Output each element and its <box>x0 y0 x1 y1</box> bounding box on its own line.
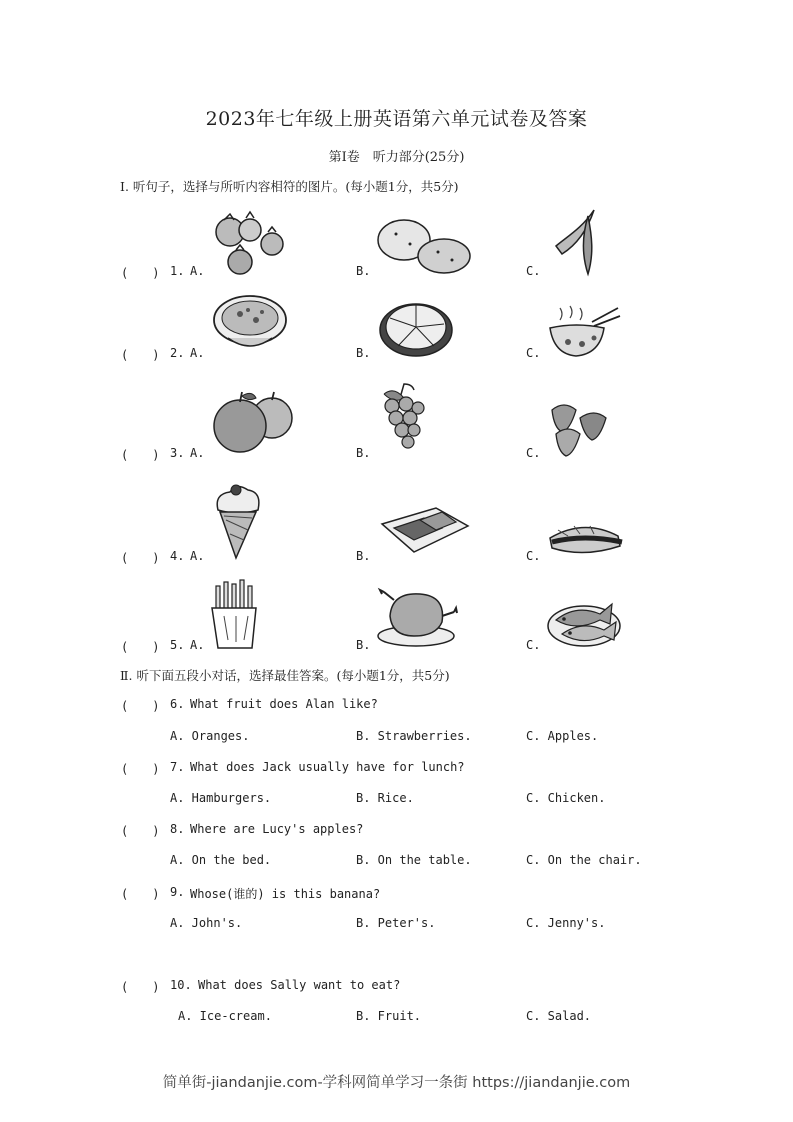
option-label-c: C. <box>526 264 541 278</box>
question-number-9: 9. <box>170 885 185 899</box>
apples-icon <box>212 390 294 454</box>
option-label-c: C. <box>526 549 541 563</box>
option-a: A. Ice-cream. <box>178 1009 272 1023</box>
fish-plate-icon <box>546 592 622 650</box>
roast-chicken-icon <box>376 586 458 648</box>
section-1-heading: Ⅰ. 听句子，选择与所听内容相符的图片。(每小题1分，共5分) <box>120 179 459 194</box>
answer-paren-5: ( ) <box>121 640 160 654</box>
option-c: C. Jenny's. <box>526 916 606 930</box>
option-c: C. Salad. <box>526 1009 592 1023</box>
section-2-heading: Ⅱ. 听下面五段小对话，选择最佳答案。(每小题1分，共5分) <box>120 668 450 683</box>
option-label-b: B. <box>356 264 371 278</box>
option-a: A. On the bed. <box>170 853 272 867</box>
option-label-b: B. <box>356 638 371 652</box>
question-text-7: What does Jack usually have for lunch? <box>190 760 465 774</box>
option-b: B. Peter's. <box>356 916 436 930</box>
question-text-8: Where are Lucy's apples? <box>190 822 364 836</box>
option-label-b: B. <box>356 549 371 563</box>
question-number-7: 7. <box>170 760 185 774</box>
part-subtitle: 第Ⅰ卷 听力部分(25分) <box>328 150 465 165</box>
question-text-9: Whose(谁的) is this banana? <box>190 887 381 901</box>
answer-paren-4: ( ) <box>121 551 160 565</box>
option-b: B. Strawberries. <box>356 729 472 743</box>
option-b: B. Rice. <box>356 791 414 805</box>
option-b: B. Fruit. <box>356 1009 422 1023</box>
answer-paren-7: ( ) <box>121 762 160 776</box>
footer-watermark: 简单街-jiandanjie.com-学科网简单学习一条街 https://jiandanjie.com <box>162 1075 631 1091</box>
option-label-a: A. <box>190 549 205 563</box>
option-a: A. Hamburgers. <box>170 791 272 805</box>
question-text-10: What does Sally want to eat? <box>198 978 401 992</box>
question-number-10: 10. <box>170 978 192 992</box>
answer-paren-2: ( ) <box>121 348 160 362</box>
salad-bowl-icon <box>210 290 290 354</box>
answer-paren-3: ( ) <box>121 448 160 462</box>
hot-dog-icon <box>548 522 624 558</box>
option-label-c: C. <box>526 446 541 460</box>
strawberries-icon <box>548 400 610 458</box>
answer-paren-1: ( ) <box>121 266 160 280</box>
page-title: 2023年七年级上册英语第六单元试卷及答案 <box>205 108 588 130</box>
answer-paren-9: ( ) <box>121 887 160 901</box>
answer-paren-6: ( ) <box>121 699 160 713</box>
question-number-6: 6. <box>170 697 185 711</box>
answer-paren-10: ( ) <box>121 980 160 994</box>
option-a: A. Oranges. <box>170 729 250 743</box>
noodles-bowl-icon <box>546 302 620 360</box>
question-number-5: 5. <box>170 638 185 652</box>
question-number-1: 1. <box>170 264 185 278</box>
answer-paren-8: ( ) <box>121 824 160 838</box>
option-a: A. John's. <box>170 916 243 930</box>
option-c: C. Chicken. <box>526 791 606 805</box>
sandwich-icon <box>380 504 470 556</box>
option-label-a: A. <box>190 638 205 652</box>
french-fries-icon <box>208 580 262 650</box>
green-beans-icon <box>548 206 608 278</box>
option-label-a: A. <box>190 346 205 360</box>
option-label-b: B. <box>356 346 371 360</box>
option-label-b: B. <box>356 446 371 460</box>
pizza-icon <box>378 300 454 358</box>
grapes-icon <box>378 380 428 456</box>
option-label-a: A. <box>190 264 205 278</box>
option-label-c: C. <box>526 346 541 360</box>
option-c: C. Apples. <box>526 729 599 743</box>
question-number-8: 8. <box>170 822 185 836</box>
potatoes-icon <box>374 214 474 276</box>
option-label-a: A. <box>190 446 205 460</box>
option-label-c: C. <box>526 638 541 652</box>
question-text-6: What fruit does Alan like? <box>190 697 378 711</box>
option-c: C. On the chair. <box>526 853 642 867</box>
question-number-3: 3. <box>170 446 185 460</box>
ice-cream-icon <box>212 482 264 560</box>
question-number-2: 2. <box>170 346 185 360</box>
question-number-4: 4. <box>170 549 185 563</box>
tomatoes-icon <box>210 208 290 276</box>
option-b: B. On the table. <box>356 853 472 867</box>
